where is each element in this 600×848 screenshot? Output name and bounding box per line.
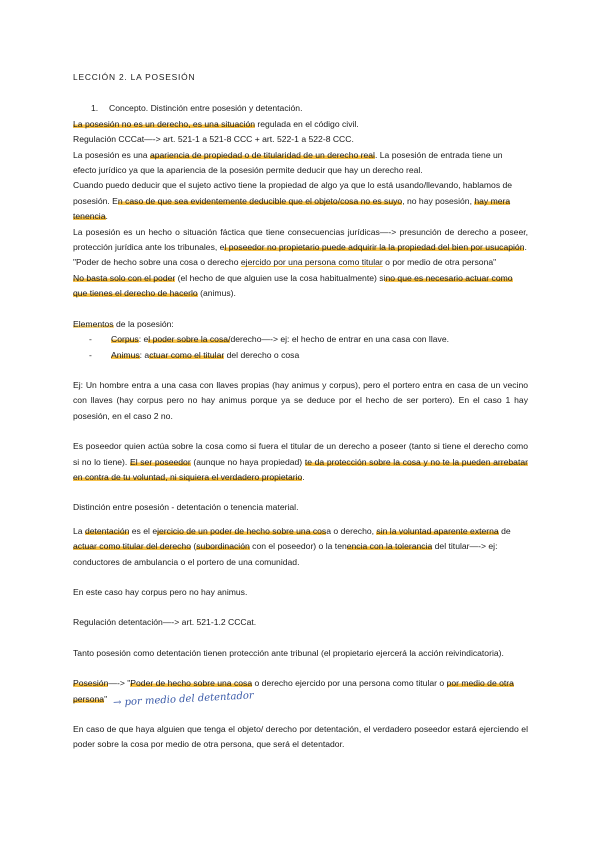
paragraph-7 bbox=[73, 271, 528, 302]
spacer bbox=[73, 570, 528, 585]
highlight: Elementos bbox=[73, 318, 114, 329]
text: regulada en el código civil. bbox=[255, 118, 359, 129]
paragraph-4 bbox=[73, 178, 528, 224]
highlight: apariencia de propiedad o de titularidad de un derecho real bbox=[149, 149, 375, 160]
highlight: El ser poseedor bbox=[129, 456, 191, 467]
text: . bbox=[524, 242, 527, 253]
text: (animus). bbox=[197, 288, 236, 299]
text: La bbox=[73, 525, 85, 536]
text: " bbox=[104, 693, 108, 704]
paragraph-14: Tanto posesión como detentación tienen protección ante tribunal (el propietario ejercerá la acción reivindicatoria). bbox=[73, 647, 504, 658]
paragraph-5 bbox=[73, 225, 528, 256]
dash-bullet: - bbox=[89, 334, 92, 345]
lesson-title: LECCIÓN 2. LA POSESIÓN bbox=[73, 72, 196, 82]
section-heading bbox=[73, 101, 528, 116]
elements-heading bbox=[73, 317, 528, 332]
text: . La posesión de entrada tiene un efecto jurídico ya que la apariencia de la posesión permite deducir que hay un derecho real. bbox=[73, 149, 503, 176]
highlight: te da protección sobre la cosa y no te la pueden arrebatar en contra de tu voluntad, ni siquiera el verdadero propietario bbox=[73, 456, 528, 482]
spacer bbox=[73, 631, 528, 646]
spacer bbox=[73, 661, 528, 676]
paragraph-9 bbox=[73, 439, 528, 485]
text: derecho—-> ej: el hecho de entrar en una casa con llave. bbox=[230, 334, 449, 345]
list-item bbox=[89, 348, 528, 363]
paragraph-12: En este caso hay corpus pero no hay animus. bbox=[73, 586, 248, 597]
spacer bbox=[73, 302, 528, 317]
list-item bbox=[89, 332, 528, 347]
highlight: l poder sobre la cosa/ bbox=[148, 334, 231, 345]
spacer bbox=[73, 600, 528, 615]
highlight: No basta solo con el poder bbox=[73, 272, 176, 283]
text: o por medio de otra persona" bbox=[382, 257, 497, 268]
handwritten-text: por medio del detentador bbox=[124, 689, 255, 708]
text: . bbox=[105, 211, 108, 222]
text: . bbox=[302, 471, 305, 482]
highlight: no que es necesario actuar como que tienes el derecho de hacerlo bbox=[73, 272, 513, 299]
highlight: ctuar como el titular bbox=[149, 349, 225, 360]
spacer bbox=[73, 424, 528, 439]
text: : a bbox=[139, 349, 150, 360]
text: de bbox=[498, 525, 511, 536]
paragraph-11 bbox=[73, 524, 528, 570]
elements-list bbox=[73, 332, 528, 363]
paragraph-6 bbox=[73, 255, 528, 270]
highlight: actuar como titular del derecho bbox=[73, 541, 191, 552]
paragraph-13: Regulación detentación—-> art. 521-1.2 CCCat. bbox=[73, 617, 257, 628]
text: La posesión es una bbox=[73, 149, 150, 160]
highlight: Animus bbox=[111, 349, 140, 360]
highlight: l poseedor no propietario puede adquirir la la propiedad del bien por usucapión bbox=[224, 242, 525, 253]
paragraph-1 bbox=[73, 117, 528, 132]
text: : e bbox=[138, 334, 149, 345]
paragraph-2: Regulación CCCat—-> art. 521-1 a 521-8 CCC + art. 522-1 a 522-8 CCC. bbox=[73, 134, 354, 145]
paragraph-16: En caso de que haya alguien que tenga el objeto/ derecho por detentación, el verdadero poseedor estará ejerciendo el poder sobre la cosa por medio de otra persona, que será el detentador. bbox=[73, 724, 528, 750]
text: La posesión es un hecho o situación fáctica que tiene consecuencias jurídicas—-> presunción de derecho a poseer, protección jurídica ante los tribunales, e bbox=[73, 226, 528, 253]
highlight: sin la voluntad aparente externa bbox=[376, 525, 499, 536]
highlight: hay mera tenencia bbox=[73, 195, 511, 222]
highlight: n caso de que sea evidentemente deducible que el objeto/cosa no es suyo bbox=[117, 195, 403, 206]
highlight: encia con la tolerancia bbox=[346, 541, 433, 552]
underlined-text: ejercido por una persona como titular bbox=[240, 257, 383, 268]
highlight: Poder de hecho sobre una cosa bbox=[130, 678, 253, 689]
text: del derecho o cosa bbox=[224, 349, 300, 360]
section-title: Concepto. Distinción entre posesión y detentación. bbox=[109, 103, 303, 114]
highlight: Corpus bbox=[111, 334, 139, 345]
text: —-> " bbox=[108, 678, 131, 689]
document-body bbox=[73, 70, 528, 753]
text: a o derecho, bbox=[326, 525, 377, 536]
paragraph-15 bbox=[73, 676, 528, 707]
handwritten-arrow-icon: → bbox=[112, 696, 122, 709]
text: con el poseedor) o la ten bbox=[249, 541, 347, 552]
text: (el hecho de que alguien use la cosa habitualmente) si bbox=[175, 272, 386, 283]
paragraph-3 bbox=[73, 148, 528, 179]
text: (aunque no haya propiedad) bbox=[190, 456, 305, 467]
text: es el e bbox=[129, 525, 158, 536]
text: Cuando puedo deducir que el sujeto activo tiene la propiedad de algo ya que lo está usando/llevando, hablamos de posesión. E bbox=[73, 180, 513, 206]
text: de la posesión: bbox=[113, 318, 174, 329]
highlight: Posesión bbox=[73, 678, 109, 689]
text: o derecho ejercido por una persona como titular o bbox=[252, 678, 447, 689]
highlight: La posesión no es un derecho, es una situación bbox=[73, 118, 256, 129]
highlight: por medio de otra persona bbox=[73, 678, 514, 704]
text: "Poder de hecho sobre una cosa o derecho bbox=[73, 257, 241, 268]
spacer bbox=[73, 485, 528, 500]
paragraph-10: Distinción entre posesión - detentación o tenencia material. bbox=[73, 502, 299, 513]
text: ( bbox=[191, 541, 197, 552]
paragraph-8: Ej: Un hombre entra a una casa con llaves propias (hay animus y corpus), pero el portero entra en casa de un vecino con llaves (hay corpus pero no hay animus porque ya se deduce por el hecho de ser portero). En el caso 1 hay posesión, en el caso 2 no. bbox=[73, 379, 528, 421]
highlight: detentación bbox=[84, 525, 130, 536]
spacer bbox=[73, 363, 528, 378]
highlight: jercicio de un poder de hecho sobre una cos bbox=[157, 525, 327, 536]
spacer bbox=[73, 516, 528, 524]
section-number: 1. bbox=[91, 103, 99, 114]
text: Es poseedor quien actúa sobre la cosa como si fuera el titular de un derecho a poseer (tanto si tiene el derecho como si no lo tiene). bbox=[73, 441, 528, 467]
text: , no hay posesión, bbox=[402, 195, 475, 206]
text: del titular—-> ej: conductores de ambulancia o el portero de una comunidad. bbox=[73, 541, 498, 567]
highlight: subordinación bbox=[196, 541, 250, 552]
dash-bullet: - bbox=[89, 349, 92, 360]
